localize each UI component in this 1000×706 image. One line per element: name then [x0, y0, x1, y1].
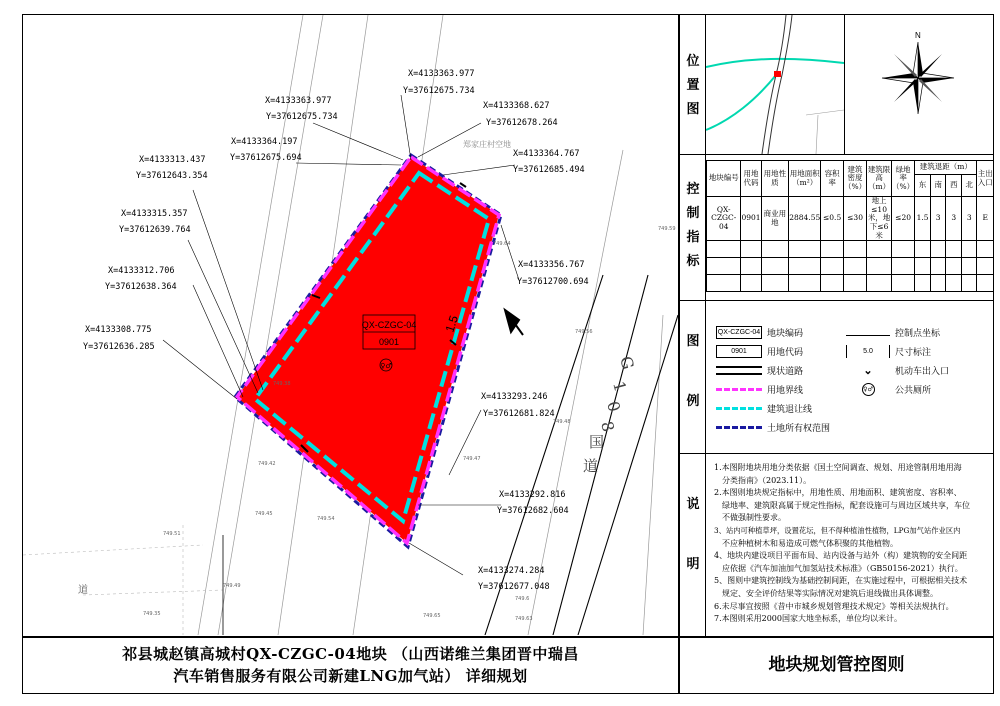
boundary-line-symbol — [716, 388, 762, 391]
note-line: 1.本图附地块用地分类依据《国土空间调查、规划、用途管制用地用海 — [714, 463, 962, 472]
note-line: 5、图则中建筑控制线为基础控制间距，在实施过程中，可根据相关技术 — [714, 576, 968, 586]
legend-label: 地块编码 — [767, 328, 804, 339]
cell-land-use-code: 0901 — [741, 197, 761, 241]
legend-label: 控制点坐标 — [895, 328, 941, 339]
legend-label: 机动车出入口 — [895, 366, 950, 377]
road-label-char: 8 — [597, 419, 619, 434]
label-char: 说 — [686, 497, 700, 512]
note-line: 绿地率、建筑限高属于规定性指标，配套设施可与周边区域共享，车位 — [722, 500, 970, 510]
coord-x: X=4133363.977 — [408, 69, 475, 79]
coord-y: Y=37612677.048 — [478, 582, 550, 592]
legend-item — [716, 362, 803, 378]
parcel-code-label: QX-CZGC-04 — [361, 320, 417, 330]
note-line: 6.未尽事宜按照《昔中市城乡规划管理技术规定》等相关法规执行。 — [714, 601, 954, 611]
elevation-label: 749.65 — [423, 613, 441, 619]
legend-item — [846, 324, 940, 340]
legend-section-label — [683, 330, 703, 414]
note-line: 2.本图则地块规定指标中，用地性质、用地面积、建筑密度、容积率、 — [714, 488, 962, 498]
row-divider — [679, 300, 994, 301]
svg-text:♀♂: ♀♂ — [380, 362, 392, 370]
row-divider — [679, 154, 994, 155]
legend-label: 用地代码 — [767, 347, 804, 358]
legend-label: 用地界线 — [767, 385, 804, 396]
elevation-label: 749.63 — [515, 616, 533, 622]
header-cell: 绿地率（%） — [892, 161, 915, 197]
dimension-label: 1.5 — [442, 313, 462, 334]
coord-x: X=4133292.816 — [499, 490, 566, 500]
elevation-label: 749.47 — [463, 456, 481, 462]
coord-x: X=4133308.775 — [85, 325, 152, 335]
legend-label: 现状道路 — [767, 366, 804, 377]
dimension-symbol: 5.0 — [846, 345, 890, 358]
road-label-char: 国 — [589, 433, 605, 451]
coord-y: Y=37612681.824 — [483, 409, 555, 419]
table-row — [707, 197, 994, 241]
header-cell: 用地代码 — [741, 161, 761, 197]
coord-y: Y=37612638.364 — [105, 282, 177, 292]
elevation-label: 749.64 — [493, 241, 511, 247]
header-cell: 西 — [946, 175, 962, 197]
header-cell: 主出入口 — [977, 161, 994, 197]
note-line: 7.本图则采用2000国家大地坐标系，单位均以米计。 — [714, 614, 902, 624]
header-cell: 用地性质 — [761, 161, 789, 197]
coord-x: X=4133364.197 — [231, 137, 298, 147]
coord-x: X=4133274.284 — [478, 566, 545, 576]
legend-item — [716, 324, 803, 340]
elevation-label: 749.54 — [317, 516, 335, 522]
coord-y: Y=37612700.694 — [517, 277, 589, 287]
legend-symbol: QX-CZGC-04 — [716, 326, 762, 339]
notes-section-label — [683, 493, 703, 577]
cell-height: 地上≤10米，地下≤6米 — [867, 196, 891, 240]
panel-divider — [678, 14, 680, 694]
coord-y: Y=37612636.285 — [83, 342, 155, 352]
label-char: 明 — [686, 557, 700, 572]
label-char: 控 — [686, 182, 700, 197]
table-row — [707, 258, 994, 275]
control-point-symbol — [846, 328, 890, 336]
note-line: 不应种植树木和易造成可燃气体积聚的其他植物。 — [722, 538, 898, 548]
header-cell: 容积率 — [821, 161, 844, 197]
coord-y: Y=37612675.734 — [403, 86, 475, 96]
control-indicator-table — [706, 160, 994, 292]
legend-symbol: 0901 — [716, 345, 762, 358]
legend-label: 土地所有权范围 — [767, 423, 831, 434]
title-line: 祁县城赵镇高城村QX-CZGC-04地块 （山西诺维兰集团晋中瑞昌 — [122, 645, 579, 663]
elevation-label: 749.51 — [163, 531, 181, 537]
note-line: 规定、安全评价结果等实际情况对建筑后退线做出具体调整。 — [722, 588, 938, 598]
coord-y: Y=37612639.764 — [119, 225, 191, 235]
elevation-label: 749.35 — [143, 611, 161, 617]
control-section-label — [683, 178, 703, 274]
parcel-map — [23, 15, 678, 635]
coord-x: X=4133313.437 — [139, 155, 206, 165]
vehicle-entrance-icon — [505, 310, 523, 335]
cell-density: ≤30 — [843, 197, 866, 241]
row-divider — [679, 453, 994, 454]
note-line: 不做强制性要求。 — [722, 513, 786, 523]
cell-entrance: E — [977, 197, 994, 241]
coord-y: Y=37612678.264 — [486, 118, 558, 128]
elevation-label: 749.42 — [258, 461, 276, 467]
legend-label: 建筑退让线 — [767, 404, 813, 415]
land-use-code-label: 0901 — [378, 337, 400, 347]
notes-text — [714, 462, 986, 626]
label-char: 图 — [686, 334, 700, 349]
cell-south: 3 — [930, 197, 946, 241]
cell-far: ≤0.5 — [821, 197, 844, 241]
road-label-char: 1 — [609, 379, 631, 394]
legend-item — [716, 343, 803, 359]
elevation-label: 749.49 — [223, 583, 241, 589]
legend-item — [716, 419, 830, 435]
road-label-char: 道 — [583, 457, 599, 475]
label-char: 标 — [686, 254, 700, 269]
table-row — [707, 241, 994, 258]
header-cell: 建筑密度（%） — [843, 161, 866, 197]
coord-x: X=4133356.767 — [518, 260, 585, 270]
legend-label: 尺寸标注 — [895, 347, 932, 358]
elevation-label: 749.59 — [658, 226, 676, 232]
legend-item — [846, 381, 931, 397]
road-line-symbol — [716, 366, 762, 375]
location-marker-icon — [774, 71, 781, 77]
coord-x: X=4133315.357 — [121, 209, 188, 219]
header-cell: 建筑限高（m） — [867, 161, 892, 197]
location-section-label — [683, 50, 703, 122]
legend-label: 公共厕所 — [895, 385, 932, 396]
coord-y: Y=37612643.354 — [136, 171, 208, 181]
ownership-line-symbol — [716, 426, 762, 429]
cell-east: 1.5 — [915, 197, 931, 241]
coord-x: X=4133363.977 — [265, 96, 332, 106]
coord-y: Y=37612675.734 — [266, 112, 338, 122]
drawing-title — [23, 637, 678, 693]
elevation-label: 749.56 — [575, 329, 593, 335]
coord-x: X=4133312.706 — [108, 266, 175, 276]
label-char: 制 — [686, 206, 700, 221]
header-cell: 建筑退距（m） — [915, 161, 977, 175]
coord-x: X=4133364.767 — [513, 149, 580, 159]
header-cell: 东 — [915, 175, 931, 197]
cell-west: 3 — [946, 197, 962, 241]
coord-x: X=4133368.627 — [483, 101, 550, 111]
sheet-title: 地块规划管控图则 — [768, 655, 905, 675]
note-line: 分类指南》（2023.11）。 — [722, 475, 812, 485]
header-cell: 南 — [930, 175, 946, 197]
north-label: N — [915, 31, 921, 40]
coord-y: Y=37612675.694 — [230, 153, 302, 163]
left-road-label: 道 — [78, 585, 88, 596]
note-line: 4、地块内建设项目平面布局、站内设备与站外（构）建筑物的安全间距 — [714, 551, 968, 561]
public-toilet-icon: ♀♂ — [846, 383, 890, 396]
elevation-label: 749.6 — [515, 596, 530, 602]
label-char: 例 — [686, 394, 700, 409]
cell-area: 2884.55 — [789, 197, 821, 241]
coord-y: Y=37612682.604 — [497, 506, 569, 516]
legend-item — [716, 381, 803, 397]
header-cell: 地块编号 — [707, 161, 741, 197]
table-row — [707, 275, 994, 292]
cell-green: ≤20 — [892, 197, 915, 241]
note-line: 应依据《汽车加油加气加氢站技术标准》（GB50156-2021）执行。 — [722, 563, 963, 573]
title-line: 汽车销售服务有限公司新建LNG加气站） 详细规划 — [173, 667, 528, 685]
location-divider — [844, 14, 845, 154]
label-char: 指 — [686, 230, 700, 245]
cell-parcel-code: QX-CZGC-04 — [707, 197, 741, 241]
note-line: 3、站内可种植草坪，设置花坛，但不得种植油性植物，LPG加气站作业区内 — [714, 525, 961, 535]
legend-item — [846, 362, 949, 378]
label-char: 置 — [686, 78, 700, 93]
road-label-char: G — [616, 354, 638, 372]
village-label: 郑家庄村空地 — [463, 140, 511, 149]
header-cell: 用地面积（m²） — [789, 161, 821, 197]
elevation-label: 749.45 — [255, 511, 273, 517]
legend-item — [716, 400, 812, 416]
elevation-label: 749.38 — [273, 381, 291, 387]
coord-y: Y=37612685.494 — [513, 165, 585, 175]
legend-item — [846, 343, 931, 359]
vehicle-entrance-icon: ⌄ — [863, 363, 873, 377]
label-char: 位 — [686, 54, 700, 69]
cell-land-use: 商业用地 — [761, 197, 789, 241]
road-label-char: 0 — [603, 399, 625, 414]
cell-north: 3 — [961, 197, 977, 241]
elevation-label: 749.48 — [553, 419, 571, 425]
setback-line-symbol — [716, 407, 762, 410]
label-char: 图 — [686, 102, 700, 117]
coord-x: X=4133293.246 — [481, 392, 548, 402]
location-map — [706, 15, 844, 154]
north-arrow-icon — [872, 28, 964, 120]
header-cell: 北 — [961, 175, 977, 197]
